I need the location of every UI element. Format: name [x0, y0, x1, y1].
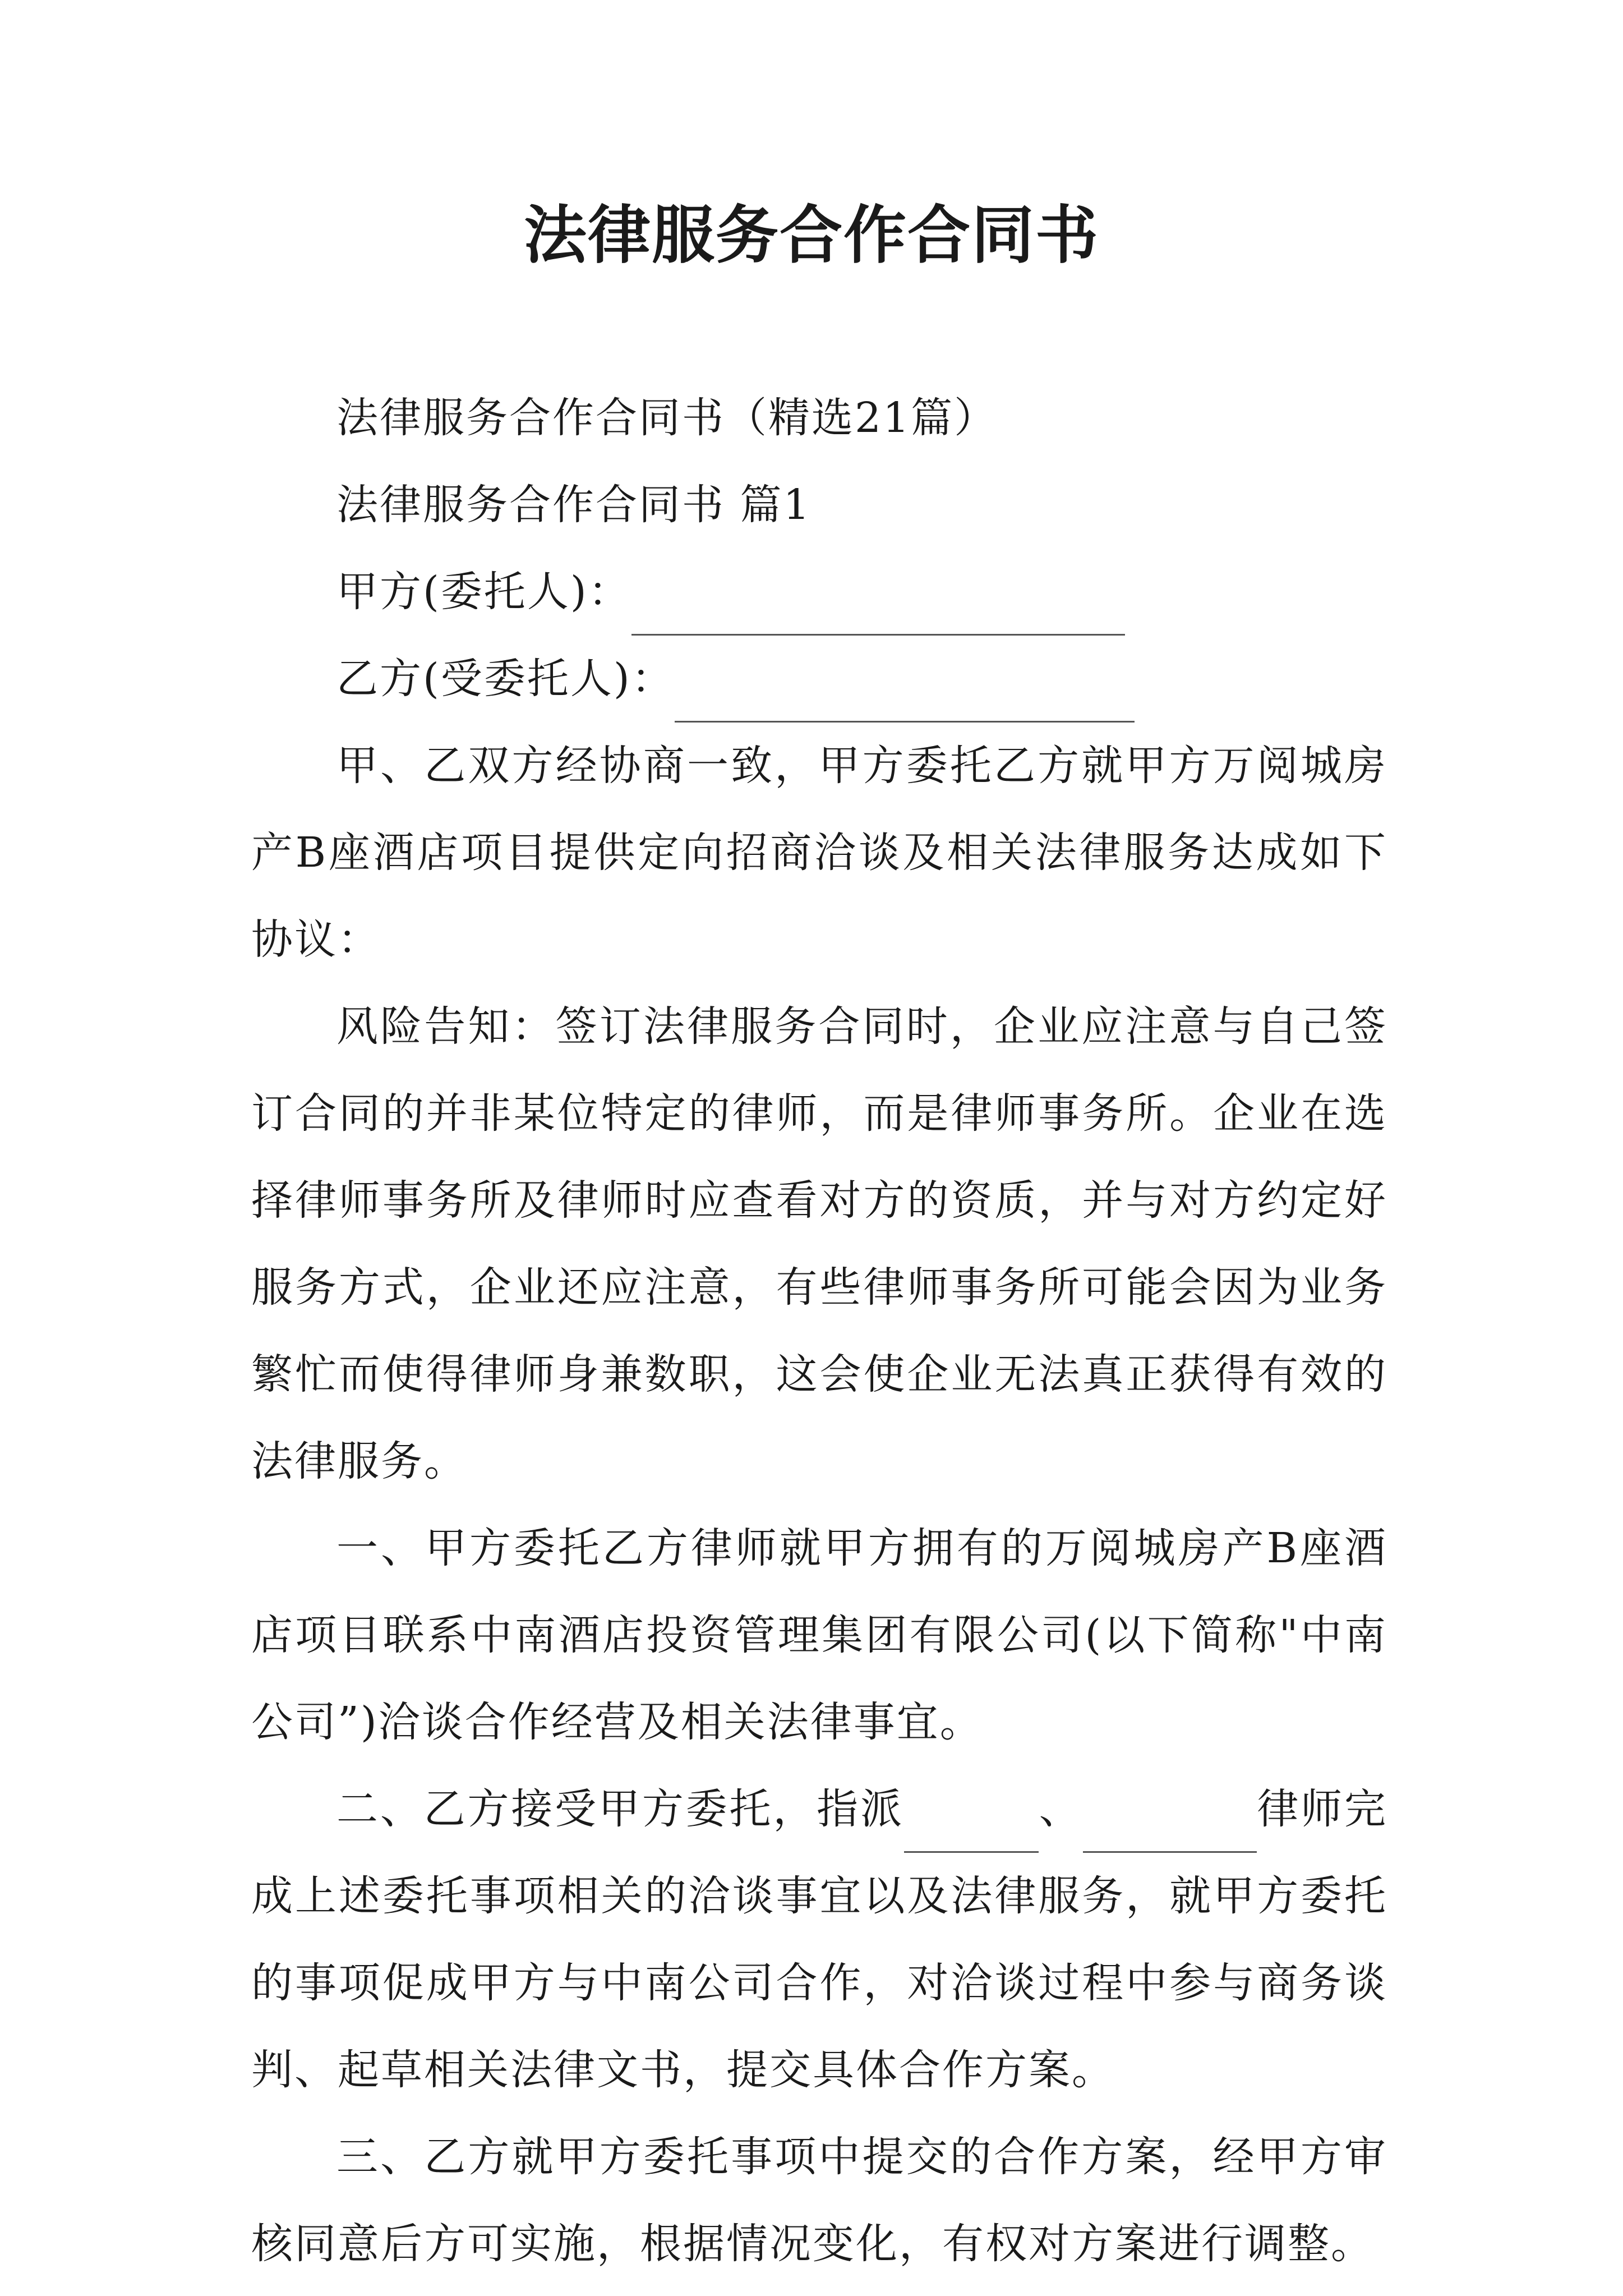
party-a-blank — [631, 583, 1125, 636]
document-subtitle: 法律服务合作合同书（精选21篇） — [336, 394, 998, 442]
party-a-line — [251, 549, 1387, 636]
lawyer-name-blank-2 — [1083, 1801, 1257, 1853]
clause-1-paragraph: 一、甲方委托乙方律师就甲方拥有的万阅城房产B座酒店项目联系中南酒店投资管理集团有限公司(以下简称"中南公司”)洽谈合作经营及相关法律事宜。 — [251, 1524, 1387, 1746]
clause-3-paragraph: 三、乙方就甲方委托事项中提交的合作方案，经甲方审核同意后方可实施，根据情况变化，有权对方案进行调整。 — [251, 2133, 1387, 2268]
clause-2-paragraph — [251, 1766, 1387, 2114]
party-b-blank — [675, 670, 1135, 723]
clause-2-separator: 、 — [1038, 1785, 1083, 1833]
document-body — [251, 375, 1387, 2288]
lawyer-name-blank-1 — [904, 1801, 1039, 1853]
party-b-line — [251, 636, 1387, 723]
party-b-label: 乙方(受委托人)： — [336, 655, 675, 703]
clause-2-text-start: 二、乙方接受甲方委托，指派 — [336, 1785, 904, 1833]
clause-2-text-end: 律师完成上述委托事项相关的洽谈事宜以及法律服务，就甲方委托的事项促成甲方与中南公司合作，对洽谈过程中参与商务谈判、起草相关法律文书，提交具体合作方案。 — [251, 1785, 1388, 2094]
intro-paragraph: 甲、乙双方经协商一致，甲方委托乙方就甲方万阅城房产B座酒店项目提供定向招商洽谈及相关法律服务达成如下协议： — [251, 742, 1387, 964]
party-a-label: 甲方(委托人)： — [336, 568, 631, 616]
section-heading: 法律服务合作合同书 篇1 — [336, 481, 811, 529]
risk-notice-paragraph: 风险告知：签订法律服务合同时，企业应注意与自己签订合同的并非某位特定的律师，而是律师事务所。企业在选择律师事务所及律师时应查看对方的资质，并与对方约定好服务方式，企业还应注意，有些律师事务所可能会因为业务繁忙而使得律师身兼数职，这会使企业无法真正获得有效的法律服务。 — [251, 1002, 1387, 1485]
document-title: 法律服务合作合同书 — [524, 199, 1099, 272]
